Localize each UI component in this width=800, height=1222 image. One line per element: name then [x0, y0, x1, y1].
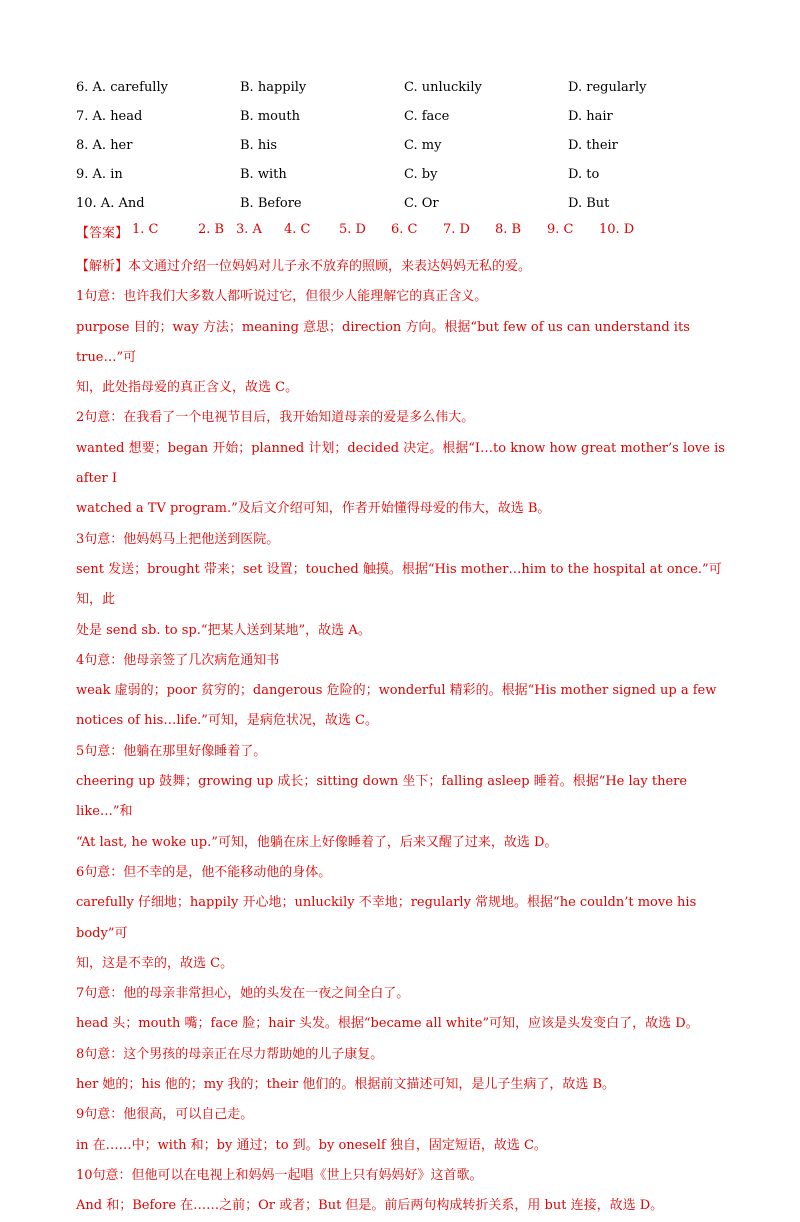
option-c: C. face: [404, 109, 450, 124]
analysis-line: And 和；Before 在……之前；Or 或者；But 但是。前后两句构成转折关系，用 but 连接，故选 D。: [76, 1198, 664, 1214]
analysis-line: 5句意：他躺在那里好像睡着了。: [76, 743, 267, 759]
answer-key: [76, 222, 776, 244]
answer-item: 5. D: [339, 222, 366, 237]
analysis-line: 9句意：他很高，可以自己走。: [76, 1107, 254, 1123]
analysis-line: 6句意：但不幸的是，他不能移动他的身体。: [76, 864, 332, 880]
options-row-9: [76, 167, 756, 189]
analysis-line: purpose 目的；way 方法；meaning 意思；direction 方向。根据“but few of us can understand its true…”可: [76, 319, 690, 365]
analysis-line: 3句意：他妈妈马上把他送到医院。: [76, 531, 280, 547]
options-row-8: [76, 138, 756, 160]
option-a: 10. A. And: [76, 196, 145, 211]
option-b: B. happily: [240, 80, 307, 95]
option-a: 7. A. head: [76, 109, 143, 124]
answer-item: 9. C: [547, 222, 574, 237]
analysis-line: sent 发送；brought 带来；set 设置；touched 触摸。根据“His mother…him to the hospital at once.”可知，此: [76, 561, 722, 608]
option-a: 9. A. in: [76, 167, 123, 182]
analysis-line: 10句意：但他可以在电视上和妈妈一起唱《世上只有妈妈好》这首歌。: [76, 1167, 483, 1183]
analysis-line: 处是 send sb. to sp.“把某人送到某地”，故选 A。: [76, 622, 371, 638]
analysis-line: 知，此处指母爱的真正含义，故选 C。: [76, 380, 299, 396]
answer-item: 3. A: [236, 222, 262, 237]
option-d: D. hair: [568, 109, 613, 124]
analysis-line: in 在……中；with 和；by 通过；to 到。by oneself 独自，固定短语，故选 C。: [76, 1137, 547, 1153]
analysis-line: 8句意：这个男孩的母亲正在尽力帮助她的儿子康复。: [76, 1046, 384, 1062]
option-c: C. by: [404, 167, 438, 182]
option-d: D. their: [568, 138, 618, 153]
answer-item: 8. B: [495, 222, 522, 237]
analysis-line: 4句意：他母亲签了几次病危通知书: [76, 652, 280, 668]
answer-item: 6. C: [391, 222, 418, 237]
answer-item: 10. D: [599, 222, 635, 237]
analysis-line: weak 虚弱的；poor 贫穷的；dangerous 危险的；wonderful 精彩的。根据“His mother signed up a few: [76, 683, 717, 699]
analysis-line: 7句意：他的母亲非常担心，她的头发在一夜之间全白了。: [76, 986, 410, 1002]
analysis-line: her 她的；his 他的；my 我的；their 他们的。根据前文描述可知，是儿子生病了，故选 B。: [76, 1077, 616, 1093]
option-d: D. But: [568, 196, 610, 211]
analysis-section: [76, 252, 726, 1222]
answer-item: 4. C: [284, 222, 311, 237]
analysis-line: 2句意：在我看了一个电视节目后，我开始知道母亲的爱是多么伟大。: [76, 410, 475, 426]
analysis-line: cheering up 鼓舞；growing up 成长；sitting down 坐下；falling asleep 睡着。根据“He lay there like…”和: [76, 774, 688, 820]
analysis-line: 1句意：也许我们大多数人都听说过它，但很少人能理解它的真正含义。: [76, 289, 488, 305]
options-row-10: [76, 196, 756, 218]
analysis-line: wanted 想要；began 开始；planned 计划；decided 决定。根据“I…to know how great mother’s love is after I: [76, 440, 725, 487]
analysis-line: head 头；mouth 嘴；face 脸；hair 头发。根据“became all white”可知，应该是头发变白了，故选 D。: [76, 1016, 699, 1032]
option-c: C. Or: [404, 196, 439, 211]
answer-item: 7. D: [443, 222, 470, 237]
options-row-7: [76, 109, 756, 131]
analysis-line: “At last, he woke up.”可知，他躺在床上好像睡着了，后来又醒了过来，故选 D。: [76, 834, 558, 850]
option-c: C. unluckily: [404, 80, 482, 95]
option-d: D. regularly: [568, 80, 647, 95]
answer-label: 【答案】: [76, 226, 129, 241]
analysis-line: watched a TV program.”及后文介绍可知，作者开始懂得母爱的伟大，故选 B。: [76, 501, 551, 517]
analysis-line: 知，这是不幸的，故选 C。: [76, 955, 234, 971]
analysis-line: 【解析】本文通过介绍一位妈妈对儿子永不放弃的照顾，来表达妈妈无私的爱。: [76, 259, 532, 274]
option-b: B. with: [240, 167, 287, 182]
answer-item: 2. B: [198, 222, 225, 237]
option-a: 6. A. carefully: [76, 80, 168, 95]
option-c: C. my: [404, 138, 442, 153]
option-b: B. his: [240, 138, 278, 153]
option-b: B. mouth: [240, 109, 300, 124]
option-d: D. to: [568, 167, 600, 182]
option-a: 8. A. her: [76, 138, 133, 153]
options-row-6: [76, 80, 756, 102]
analysis-line: notices of his…life.”可知，是病危状况，故选 C。: [76, 713, 379, 729]
answer-item: 1. C: [132, 222, 159, 237]
analysis-line: carefully 仔细地；happily 开心地；unluckily 不幸地；regularly 常规地。根据“he couldn’t move his body”可: [76, 895, 697, 941]
option-b: B. Before: [240, 196, 302, 211]
